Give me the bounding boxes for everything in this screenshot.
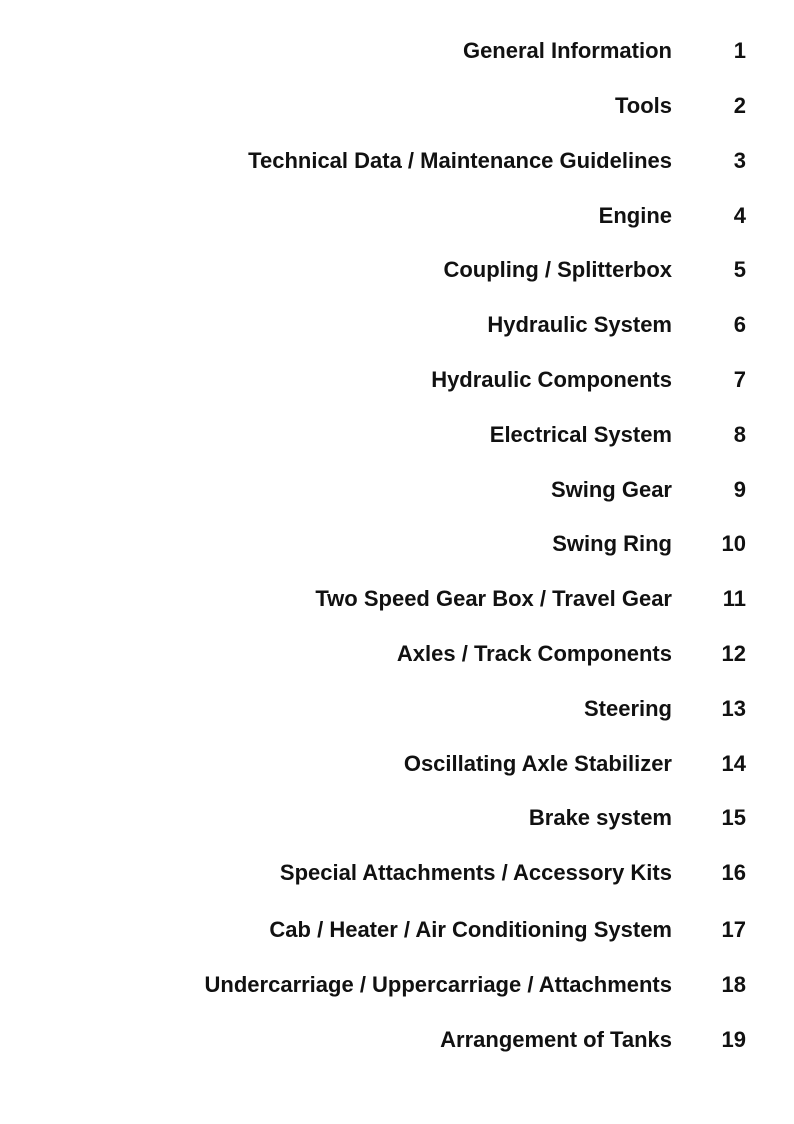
- toc-entry-title: Tools: [614, 93, 672, 118]
- toc-entry-title: Cab / Heater / Air Conditioning System: [269, 917, 672, 942]
- toc-entry-special-attachments[interactable]: [0, 858, 794, 888]
- toc-entry-number: 2: [733, 93, 746, 118]
- toc-entry-title: Two Speed Gear Box / Travel Gear: [315, 586, 672, 611]
- toc-entry-steering[interactable]: [0, 694, 794, 724]
- toc-entry-number: 1: [733, 38, 746, 63]
- toc-entry-number: 5: [733, 257, 746, 282]
- toc-entry-number: 6: [733, 312, 746, 337]
- toc-entry-swing-ring[interactable]: [0, 529, 794, 559]
- toc-entry-cab-heater[interactable]: [0, 915, 794, 945]
- toc-entry-title: Technical Data / Maintenance Guidelines: [248, 148, 672, 173]
- toc-entry-general-information[interactable]: [0, 36, 794, 66]
- toc-entry-arrangement-of-tanks[interactable]: [0, 1025, 794, 1055]
- toc-entry-number: 17: [721, 917, 746, 942]
- toc-entry-title: Brake system: [528, 805, 672, 830]
- toc-entry-number: 3: [733, 148, 746, 173]
- toc-entry-title: Steering: [583, 696, 672, 721]
- toc-entry-number: 9: [733, 477, 746, 502]
- toc-entry-title: Hydraulic System: [487, 312, 672, 337]
- toc-entry-number: 15: [721, 805, 746, 830]
- toc-entry-technical-data[interactable]: [0, 146, 794, 176]
- toc-entry-oscillating-axle-stabilizer[interactable]: [0, 749, 794, 779]
- toc-entry-title: General Information: [462, 38, 672, 63]
- toc-entry-coupling[interactable]: [0, 255, 794, 285]
- toc-entry-number: 16: [721, 860, 746, 885]
- toc-entry-number: 10: [721, 531, 746, 556]
- toc-entry-number: 14: [721, 751, 746, 776]
- toc-entry-title: Coupling / Splitterbox: [443, 257, 672, 282]
- toc-entry-hydraulic-system[interactable]: [0, 310, 794, 340]
- toc-entry-title: Oscillating Axle Stabilizer: [403, 751, 672, 776]
- toc-entry-number: 7: [733, 367, 746, 392]
- toc-entry-title: Arrangement of Tanks: [440, 1027, 672, 1052]
- toc-entry-number: 12: [721, 641, 746, 666]
- toc-entry-axles[interactable]: [0, 639, 794, 669]
- toc-entry-number: 11: [722, 586, 746, 611]
- toc-entry-number: 19: [721, 1027, 746, 1052]
- toc-entry-title: Special Attachments / Accessory Kits: [279, 860, 672, 885]
- toc-entry-undercarriage[interactable]: [0, 970, 794, 1000]
- toc-entry-swing-gear[interactable]: [0, 475, 794, 505]
- toc-entry-title: Engine: [598, 203, 672, 228]
- toc-entry-engine[interactable]: [0, 201, 794, 231]
- toc-entry-number: 8: [733, 422, 746, 447]
- toc-entry-title: Swing Ring: [552, 531, 672, 556]
- toc-entry-title: Undercarriage / Uppercarriage / Attachments: [204, 972, 672, 997]
- toc-entry-title: Axles / Track Components: [396, 641, 672, 666]
- toc-entry-tools[interactable]: [0, 91, 794, 121]
- toc-entry-number: 18: [721, 972, 746, 997]
- toc-entry-brake-system[interactable]: [0, 803, 794, 833]
- toc-entry-title: Electrical System: [489, 422, 672, 447]
- toc-entry-electrical-system[interactable]: [0, 420, 794, 450]
- toc-entry-number: 13: [721, 696, 746, 721]
- toc-entry-title: Swing Gear: [550, 477, 672, 502]
- toc-entry-two-speed-gear-box[interactable]: [0, 584, 794, 614]
- toc-entry-number: 4: [733, 203, 746, 228]
- toc-entry-hydraulic-components[interactable]: [0, 365, 794, 395]
- toc-entry-title: Hydraulic Components: [431, 367, 672, 392]
